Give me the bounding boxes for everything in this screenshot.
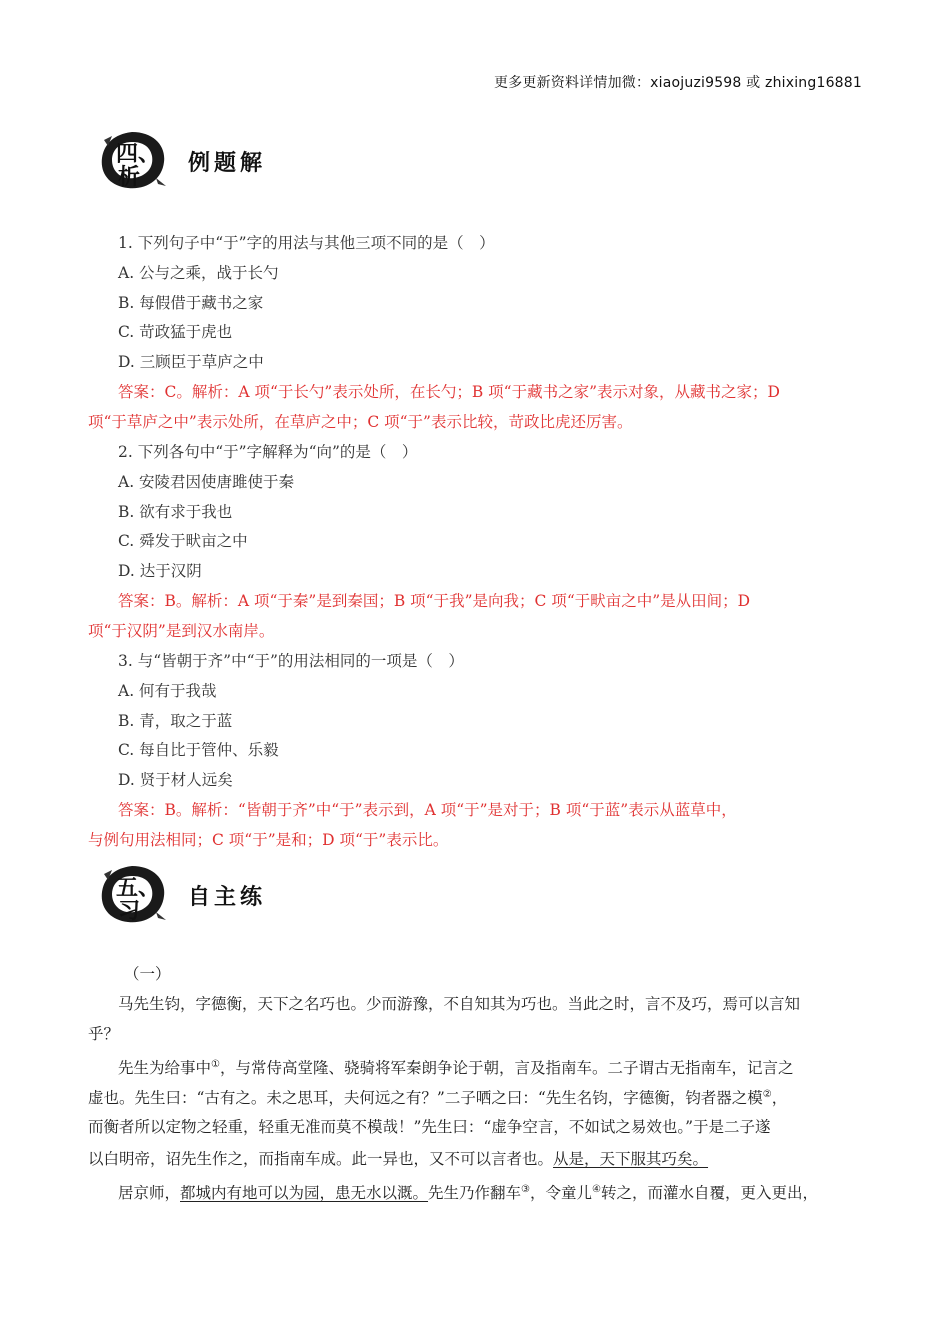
passage-text: 虚也。先生曰：“古有之。未之思耳，夫何远之有？”二子哂之曰：“先生名钧，字德衡，钧者器之模	[88, 1089, 763, 1108]
option-c: C. 每自比于管仲、乐毅	[118, 741, 279, 759]
passage-text: 转之，而灌水自覆，更入更出，	[601, 1184, 819, 1203]
section-number: 五、	[116, 876, 161, 901]
option-b: B. 欲有求于我也	[118, 503, 233, 521]
underlined-sentence: 都城内有地可以为园，患无水以溉。	[180, 1184, 429, 1203]
answer-line-2: 项“于草庐之中”表示处所，在草庐之中；C 项“于”表示比较，苛政比虎还厉害。	[88, 413, 633, 431]
passage-text: ，与常侍高堂隆、骁骑将军秦朗争论于朝，言及指南车。二子谓古无指南车，记言之	[219, 1059, 794, 1078]
passage-text: 以白明帝，诏先生作之，而指南车成。此一异也，又不可以言者也。	[88, 1150, 554, 1168]
passage-line	[118, 1055, 794, 1078]
option-d: D. 三顾臣于草庐之中	[118, 353, 264, 371]
passage-line: 而衡者所以定物之轻重，轻重无准而莫不模哉！”先生曰：“虚争空言，不如试之易效也。”于是二子遂	[88, 1118, 771, 1136]
section-heading-4	[96, 128, 496, 198]
answer-line-2: 与例句用法相同；C 项“于”是和；D 项“于”表示比。	[88, 831, 449, 849]
question-stem: 2. 下列各句中“于”字解释为“向”的是（ ）	[118, 443, 418, 461]
section-heading-5	[96, 862, 496, 932]
option-d: D. 贤于材人远矣	[118, 771, 233, 789]
section-number: 四、	[116, 142, 161, 167]
passage-text: 先生乃作翻车	[428, 1184, 522, 1203]
passage-line	[88, 1149, 708, 1169]
answer-line-2: 项“于汉阴”是到汉水南岸。	[88, 622, 275, 640]
section-number-wrap: 习	[118, 899, 141, 924]
option-b: B. 每假借于藏书之家	[118, 294, 264, 312]
answer-line-1: 答案：C。解析：A 项“于长勺”表示处所，在长勺；B 项“于藏书之家”表示对象，从藏书之家；D	[118, 383, 780, 401]
passage-line	[118, 1180, 818, 1203]
header-contact-note: 更多更新资料详情加微：xiaojuzi9598 或 zhixing16881	[493, 75, 862, 91]
option-a: A. 公与之乘，战于长勺	[118, 264, 279, 282]
option-a: A. 何有于我哉	[118, 682, 217, 700]
option-c: C. 舜发于畎亩之中	[118, 532, 248, 550]
footnote-marker: ②	[762, 1089, 772, 1100]
footnote-marker: ①	[211, 1059, 220, 1070]
section-number-wrap: 析	[118, 165, 141, 190]
option-d: D. 达于汉阴	[118, 562, 202, 580]
passage-text: 居京师，	[118, 1184, 181, 1203]
passage-text: ，令童儿	[530, 1184, 593, 1203]
question-stem: 1. 下列句子中“于”字的用法与其他三项不同的是（ ）	[118, 234, 495, 252]
underlined-sentence: 从是，天下服其巧矣。	[553, 1150, 709, 1168]
option-a: A. 安陵君因使唐雎使于秦	[118, 473, 295, 491]
answer-line-1: 答案：B。解析：A 项“于秦”是到秦国；B 项“于我”是向我；C 项“于畎亩之中”是从田间；D	[118, 592, 751, 610]
passage-text: 先生为给事中	[118, 1059, 212, 1078]
footnote-marker: ④	[592, 1184, 601, 1195]
passage-line: 乎？	[88, 1025, 120, 1043]
section-title: 例题解	[188, 151, 267, 176]
question-stem: 3. 与“皆朝于齐”中“于”的用法相同的一项是（ ）	[118, 652, 464, 670]
footnote-marker: ③	[521, 1184, 531, 1195]
option-c: C. 苛政猛于虎也	[118, 323, 233, 341]
section-title: 自主练	[188, 885, 267, 910]
option-b: B. 青，取之于蓝	[118, 712, 233, 730]
passage-text: ，	[771, 1089, 788, 1108]
passage-part-label: （一）	[124, 965, 171, 983]
answer-line-1: 答案：B。解析：“皆朝于齐”中“于”表示到，A 项“于”是对于；B 项“于蓝”表示从蓝草中，	[118, 801, 737, 819]
passage-line: 马先生钧，字德衡，天下之名巧也。少而游豫，不自知其为巧也。当此之时，言不及巧，焉可以言知	[118, 995, 801, 1013]
passage-line	[88, 1085, 787, 1108]
